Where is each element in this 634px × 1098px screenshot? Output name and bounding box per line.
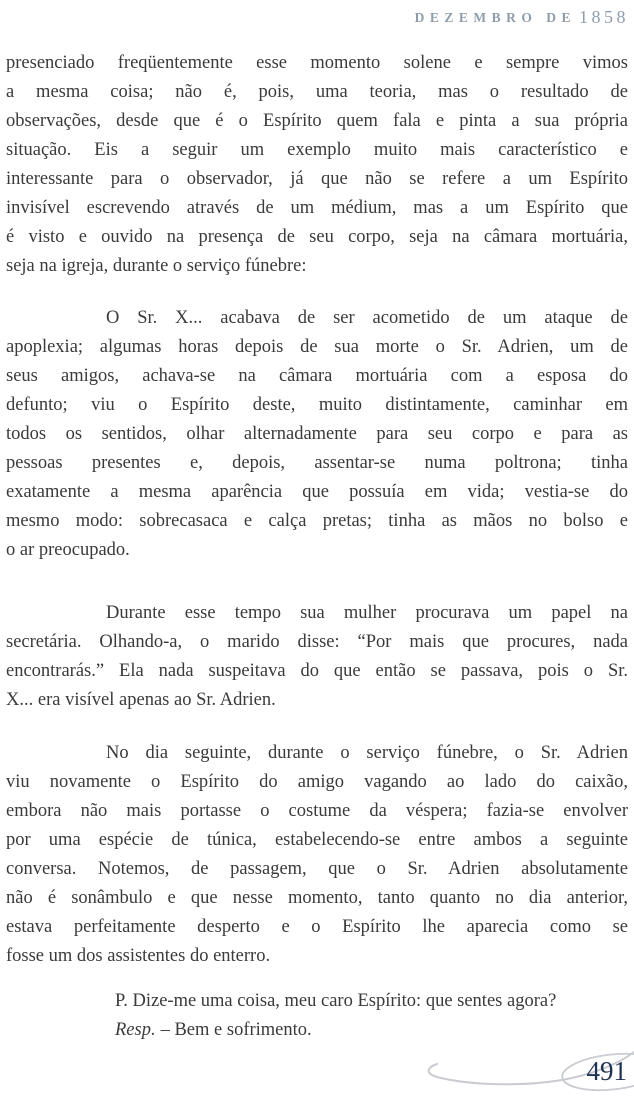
text-line: o ar preocupado. [6, 540, 130, 560]
header-year: 1858 [579, 7, 629, 27]
page-header [415, 7, 629, 28]
text-line: X... era visível apenas ao Sr. Adrien. [6, 690, 276, 710]
text-line: viu novamente o Espírito do amigo vagando ao lado do caixão, [6, 772, 628, 792]
text-line: por uma espécie de túnica, estabelecendo-se entre ambos a seguinte [6, 830, 628, 850]
text-line: mesmo modo: sobrecasaca e calça pretas; tinha as mãos no bolso e [6, 511, 628, 531]
text-line: embora não mais portasse o costume da véspera; fazia-se envolver [6, 801, 628, 821]
paragraph-2 [6, 304, 628, 565]
footer-flourish-decoration [0, 1040, 634, 1098]
text-line: observações, desde que é o Espírito quem fala e pinta a sua própria [6, 111, 628, 131]
text-line: encontrarás.” Ela nada suspeitava do que então se passava, pois o Sr. [6, 661, 628, 681]
text-line: situação. Eis a seguir um exemplo muito mais característico e [6, 140, 628, 160]
text-line: a mesma coisa; não é, pois, uma teoria, mas o resultado de [6, 82, 628, 102]
text-line: O Sr. X... acabava de ser acometido de um ataque de [106, 308, 628, 328]
text-line: fosse um dos assistentes do enterro. [6, 946, 271, 966]
dialogue-answer-text: – Bem e sofrimento. [160, 1020, 312, 1040]
text-line: invisível escrevendo através de um médium, mas a um Espírito que [6, 198, 628, 218]
text-line: interessante para o observador, já que não se refere a um Espírito [6, 169, 628, 189]
header-month-label: DEZEMBRO DE [414, 10, 576, 25]
paragraph-3 [6, 599, 628, 715]
text-line: não é sonâmbulo e que nesse momento, tanto quanto no dia anterior, [6, 888, 628, 908]
paragraph-4 [6, 739, 628, 971]
text-line: No dia seguinte, durante o serviço fúnebre, o Sr. Adrien [106, 743, 628, 763]
text-line: defunto; viu o Espírito deste, muito distintamente, caminhar em [6, 395, 628, 415]
text-line: seja na igreja, durante o serviço fúnebre: [6, 256, 307, 276]
dialogue-question: P. Dize-me uma coisa, meu caro Espírito: que sentes agora? [115, 991, 557, 1011]
text-line: presenciado freqüentemente esse momento solene e sempre vimos [6, 53, 628, 73]
text-line: estava perfeitamente desperto e o Espírito lhe aparecia como se [6, 917, 628, 937]
body-text [6, 49, 628, 1045]
text-line: é visto e ouvido na presença de seu corpo, seja na câmara mortuária, [6, 227, 628, 247]
text-line: conversa. Notemos, de passagem, que o Sr. Adrien absolutamente [6, 859, 628, 879]
text-line: secretária. Olhando-a, o marido disse: “Por mais que procures, nada [6, 632, 628, 652]
paragraph-1 [6, 49, 628, 281]
text-line: apoplexia; algumas horas depois de sua morte o Sr. Adrien, um de [6, 337, 628, 357]
text-line: seus amigos, achava-se na câmara mortuária com a esposa do [6, 366, 628, 386]
dialogue-answer-label: Resp. [115, 1020, 156, 1040]
text-line: exatamente a mesma aparência que possuía em vida; vestia-se do [6, 482, 628, 502]
text-line: todos os sentidos, olhar alternadamente para seu corpo e para as [6, 424, 628, 444]
page-number: 491 [586, 1056, 627, 1086]
text-line: pessoas presentes e, depois, assentar-se numa poltrona; tinha [6, 453, 628, 473]
text-line: Durante esse tempo sua mulher procurava um papel na [106, 603, 628, 623]
dialogue-block [115, 987, 628, 1045]
